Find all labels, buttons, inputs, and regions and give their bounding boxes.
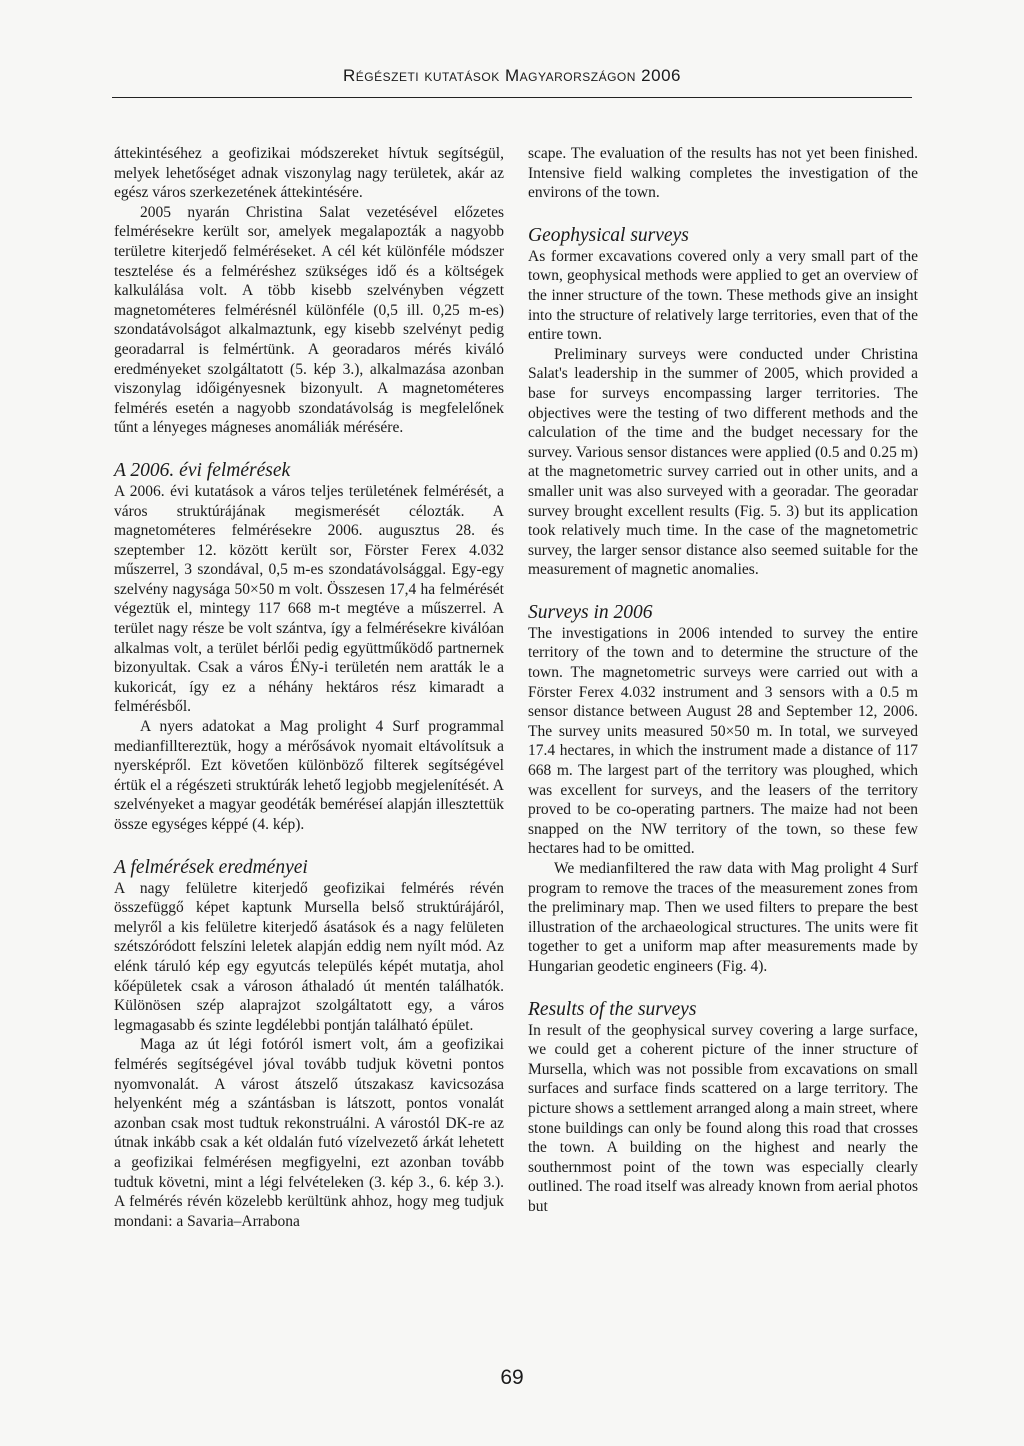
paragraph: The investigations in 2006 intended to survey the entire territory of the town and to determine the structure of the town. The magnetometric surveys were carried out with a Förster Ferex 4.032 instrument and 3 sensors with a 0.5 m sensor distance between August 28 and September 12, 2006. The survey units measured 50×50 m. In total, we surveyed 17.4 hectares, in which the instrument made a distance of 117 668 m. The largest part of the territory was ploughed, which was excellent for surveys, and the leasers of the territory proved to be co-operating partners. The maize had not been snapped on the NW territory of the town, so these few hectares had to be omitted. <box>528 624 918 858</box>
paragraph: As former excavations covered only a very small part of the town, geophysical methods were applied to get an overview of the inner structure of the town. These methods give an insight into the structure of relatively large territories, even that of the entire town. <box>528 247 918 344</box>
left-column <box>114 144 504 1231</box>
paragraph: A 2006. évi kutatások a város teljes területének felmérését, a város struktúrájának megismerését célozták. A magnetométeres felmérésekre 2006. augusztus 28. és szeptember 12. között került sor, Förster Ferex 4.032 műszerrel, 3 szondával, 0,5 m-es szondatávolsággal. Egy-egy szelvény nagysága 50×50 m volt. Összesen 17,4 ha felmérését végeztük el, mintegy 117 668 m-t megtéve a műszerrel. A terület nagy része be volt szántva, így a felmérésekre kiválóan alkalmas volt, a terület bérlői pedig együttműködő partnernek bizonyultak. Csak a város ÉNy-i területén nem aratták le a kukoricát, így ez a néhány hektáros rész kimaradt a felmérésből. <box>114 482 504 716</box>
section-heading: A 2006. évi felmérések <box>114 459 291 481</box>
right-column <box>528 144 918 1217</box>
paragraph: In result of the geophysical survey covering a large surface, we could get a coherent picture of the inner structure of Mursella, which was not possible from excavations on small surfaces and surface finds scattered on a large territory. The picture shows a settlement arranged along a main street, where stone buildings can only be found along this road that crosses the town. A building on the highest and nearly the southernmost point of the town was especially clearly outlined. The road itself was already known from aerial photos but <box>528 1021 918 1215</box>
section-heading: A felmérések eredményei <box>114 856 308 878</box>
paragraph: scape. The evaluation of the results has not yet been finished. Intensive field walking completes the investigation of the environs of the town. <box>528 145 918 202</box>
header-rule <box>112 97 912 98</box>
section-heading: Geophysical surveys <box>528 224 689 246</box>
paragraph: A nyers adatokat a Mag prolight 4 Surf programmal medianfilltereztük, hogy a mérősávok nyomait eltávolítsuk a nyersképről. Ezt követően különböző filterek segítségével értük el a régészeti struktúrák lehető legjobb megjelenítését. A szelvényeket a magyar geodéták beméréseí alapján illesztettük össze egységes képpé (4. kép). <box>114 718 504 833</box>
running-header: Régészeti kutatások Magyarországon 2006 <box>343 66 681 85</box>
paragraph: Preliminary surveys were conducted under Christina Salat's leadership in the summer of 2005, which provided a base for surveys encompassing larger territories. The objectives were the testing of two different methods and the calculation of the time and the budget necessary for the survey. Various sensor distances were applied (0.5 and 0.25 m) at the magnetometric survey carried out in other units, and a smaller unit was also surveyed with a georadar. The georadar survey brought excellent results (Fig. 5. 3) but its application took relatively much time. In the case of the magnetometric survey, the larger sensor distance also seemed suitable for the measurement of magnetic anomalies. <box>528 345 918 579</box>
paragraph: áttekintéséhez a geofizikai módszereket hívtuk segítségül, melyek lehetőséget adnak viszonylag nagy területek, akár az egész város szerkezetének áttekintésére. <box>114 145 504 202</box>
paragraph: We medianfiltered the raw data with Mag prolight 4 Surf program to remove the traces of the measurement zones from the preliminary map. Then we used filters to prepare the best illustration of the archaeological structures. The units were fit together to get a uniform map after measurements made by Hungarian geodetic engineers (Fig. 4). <box>528 860 918 975</box>
section-heading: Surveys in 2006 <box>528 601 653 623</box>
paragraph: Maga az út légi fotóról ismert volt, ám a geofizikai felmérés segítségével jóval tovább tudjuk követni pontos nyomvonalát. A várost átszelő útszakasz kavicsozása helyenként még a szántásban is látszott, pontos vonalát azonban csak most tudtuk rekonstruálni. A várostól DK-re az útnak inkább csak a két oldalán futó vízelvezető árkát lehetett a geofizikai felmérésen megfigyelni, ezt azonban tovább tudtuk követni, mint a légi felvételeken (3. kép 3., 6. kép 3.). A felmérés révén közelebb kerültünk ahhoz, hogy meg tudjuk mondani: a Savaria–Arrabona <box>114 1036 504 1230</box>
paragraph: 2005 nyarán Christina Salat vezetésével előzetes felmérésekre került sor, amelyek megalapozták a nagyobb területre kiterjedő felméréseket. A cél két különféle módszer tesztelése és a felméréshez szükséges idő és a költségek kalkulálása volt. A több kisebb szelvényben végzett magnetométeres felmérésnél különféle (0,5 ill. 0,25 m-es) szondatávolságot alkalmaztunk, egy kisebb szelvényt pedig georadarral is felmértünk. A georadaros mérés kiváló eredményeket szolgáltatott (5. kép 3.), alkalmazása azonban viszonylag időigényesnek bizonyult. A magnetométeres felmérés esetén a nagyobb szondatávolság is megfelelőnek tűnt a lényeges mágneses anomáliák mérésére. <box>114 203 504 437</box>
section-heading: Results of the surveys <box>528 998 697 1020</box>
paragraph: A nagy felületre kiterjedő geofizikai felmérés révén összefüggő képet kaptunk Mursella belső struktúrájáról, melyről a kis felületre kiterjedő ásatások és a nagy felületen szétszóródott felszíni leletek alapján eddig nem nyílt mód. Az elénk táruló kép egy egyutcás település képét mutatja, ahol kőépületek csak a városon áthaladó út mentén találhatók. Különösen szép alaprajzot szolgáltatott egy, a város legmagasabb és szinte legdélebbi pontján található épület. <box>114 879 504 1034</box>
page-number: 69 <box>500 1366 524 1389</box>
